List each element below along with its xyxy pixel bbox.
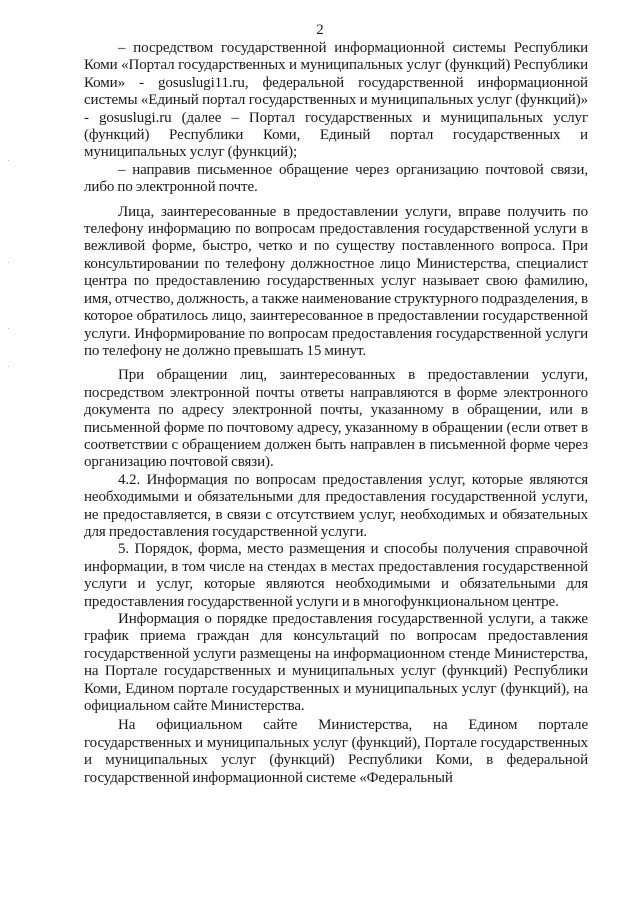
paragraph-portal-channels: – посредством государственной информационной системы Республики Коми «Портал государственных и муниципальных услуг (функций) Республики Коми» - gosuslugi11.ru, федеральной государственной информационной системы «Единый портал государственных и муниципальных услуг (функций)» - gosuslugi.ru (далее – Портал государственных и муниципальных услуг (функций) Республики Коми, Единый портал государственных и муниципальных услуг (функций); (84, 40, 588, 161)
paragraph-phone-consultation: Лица, заинтересованные в предоставлении услуги, вправе получить по телефону информацию по вопросам предоставления государственной услуги в вежливой форме, быстро, четко и по существу поставленного вопроса. При консультировании по телефону должностное лицо Министерства, специалист центра по предоставлению государственных услуг называет свою фамилию, имя, отчество, должность, а также наименование структурного подразделения, в которое обратилось лицо, заинтересованное в предоставлении государственной услуги. Информирование по вопросам предоставления государственной услуги по телефону не должно превышать 15 минут. (84, 203, 588, 359)
paragraph-email-responses: При обращении лиц, заинтересованных в предоставлении услуги, посредством электронной почты ответы направляются в форме электронного документа по адресу электронной почты, указанному в обращении, или в письменной форме по почтовому адресу, указанному в обращении (если ответ в соответствии с обращением должен быть направлен в письменной форме через организацию почтовой связи). (84, 367, 588, 471)
paragraph-section-4-2: 4.2. Информация по вопросам предоставления услуг, которые являются необходимыми и обязательными для предоставления государственной услуги, не предоставляется, в связи с отсутствием услуг, необходимых и обязательных для предоставления государственной услуги. (84, 471, 588, 540)
paragraph-postal-email: – направив письменное обращение через организацию почтовой связи, либо по электронной почте. (84, 161, 588, 196)
scan-speck (8, 366, 9, 367)
scan-speck (8, 160, 9, 161)
document-body (84, 40, 588, 787)
scan-speck (8, 262, 9, 263)
paragraph-section-5: 5. Порядок, форма, место размещения и способы получения справочной информации, в том числе на стендах в местах предоставления государственной услуги и услуг, которые являются необходимыми и обязательными для предоставления государственной услуги и в многофункциональном центре. (84, 541, 588, 610)
scan-speck (8, 328, 9, 329)
paragraph-official-site: На официальном сайте Министерства, на Едином портале государственных и муниципальных услуг (функций), Портале государственных и муниципальных услуг (функций) Республики Коми, в федеральной государственной информационной системе «Федеральный (84, 717, 588, 786)
page-number: 2 (316, 22, 324, 38)
paragraph-schedule-info: Информация о порядке предоставления государственной услуги, а также график приема граждан для консультаций по вопросам предоставления государственной услуги размещены на информационном стенде Министерства, на Портале государственных и муниципальных услуг (функций) Республики Коми, Едином портале государственных и муниципальных услуг (функций), на официальном сайте Министерства. (84, 611, 588, 715)
